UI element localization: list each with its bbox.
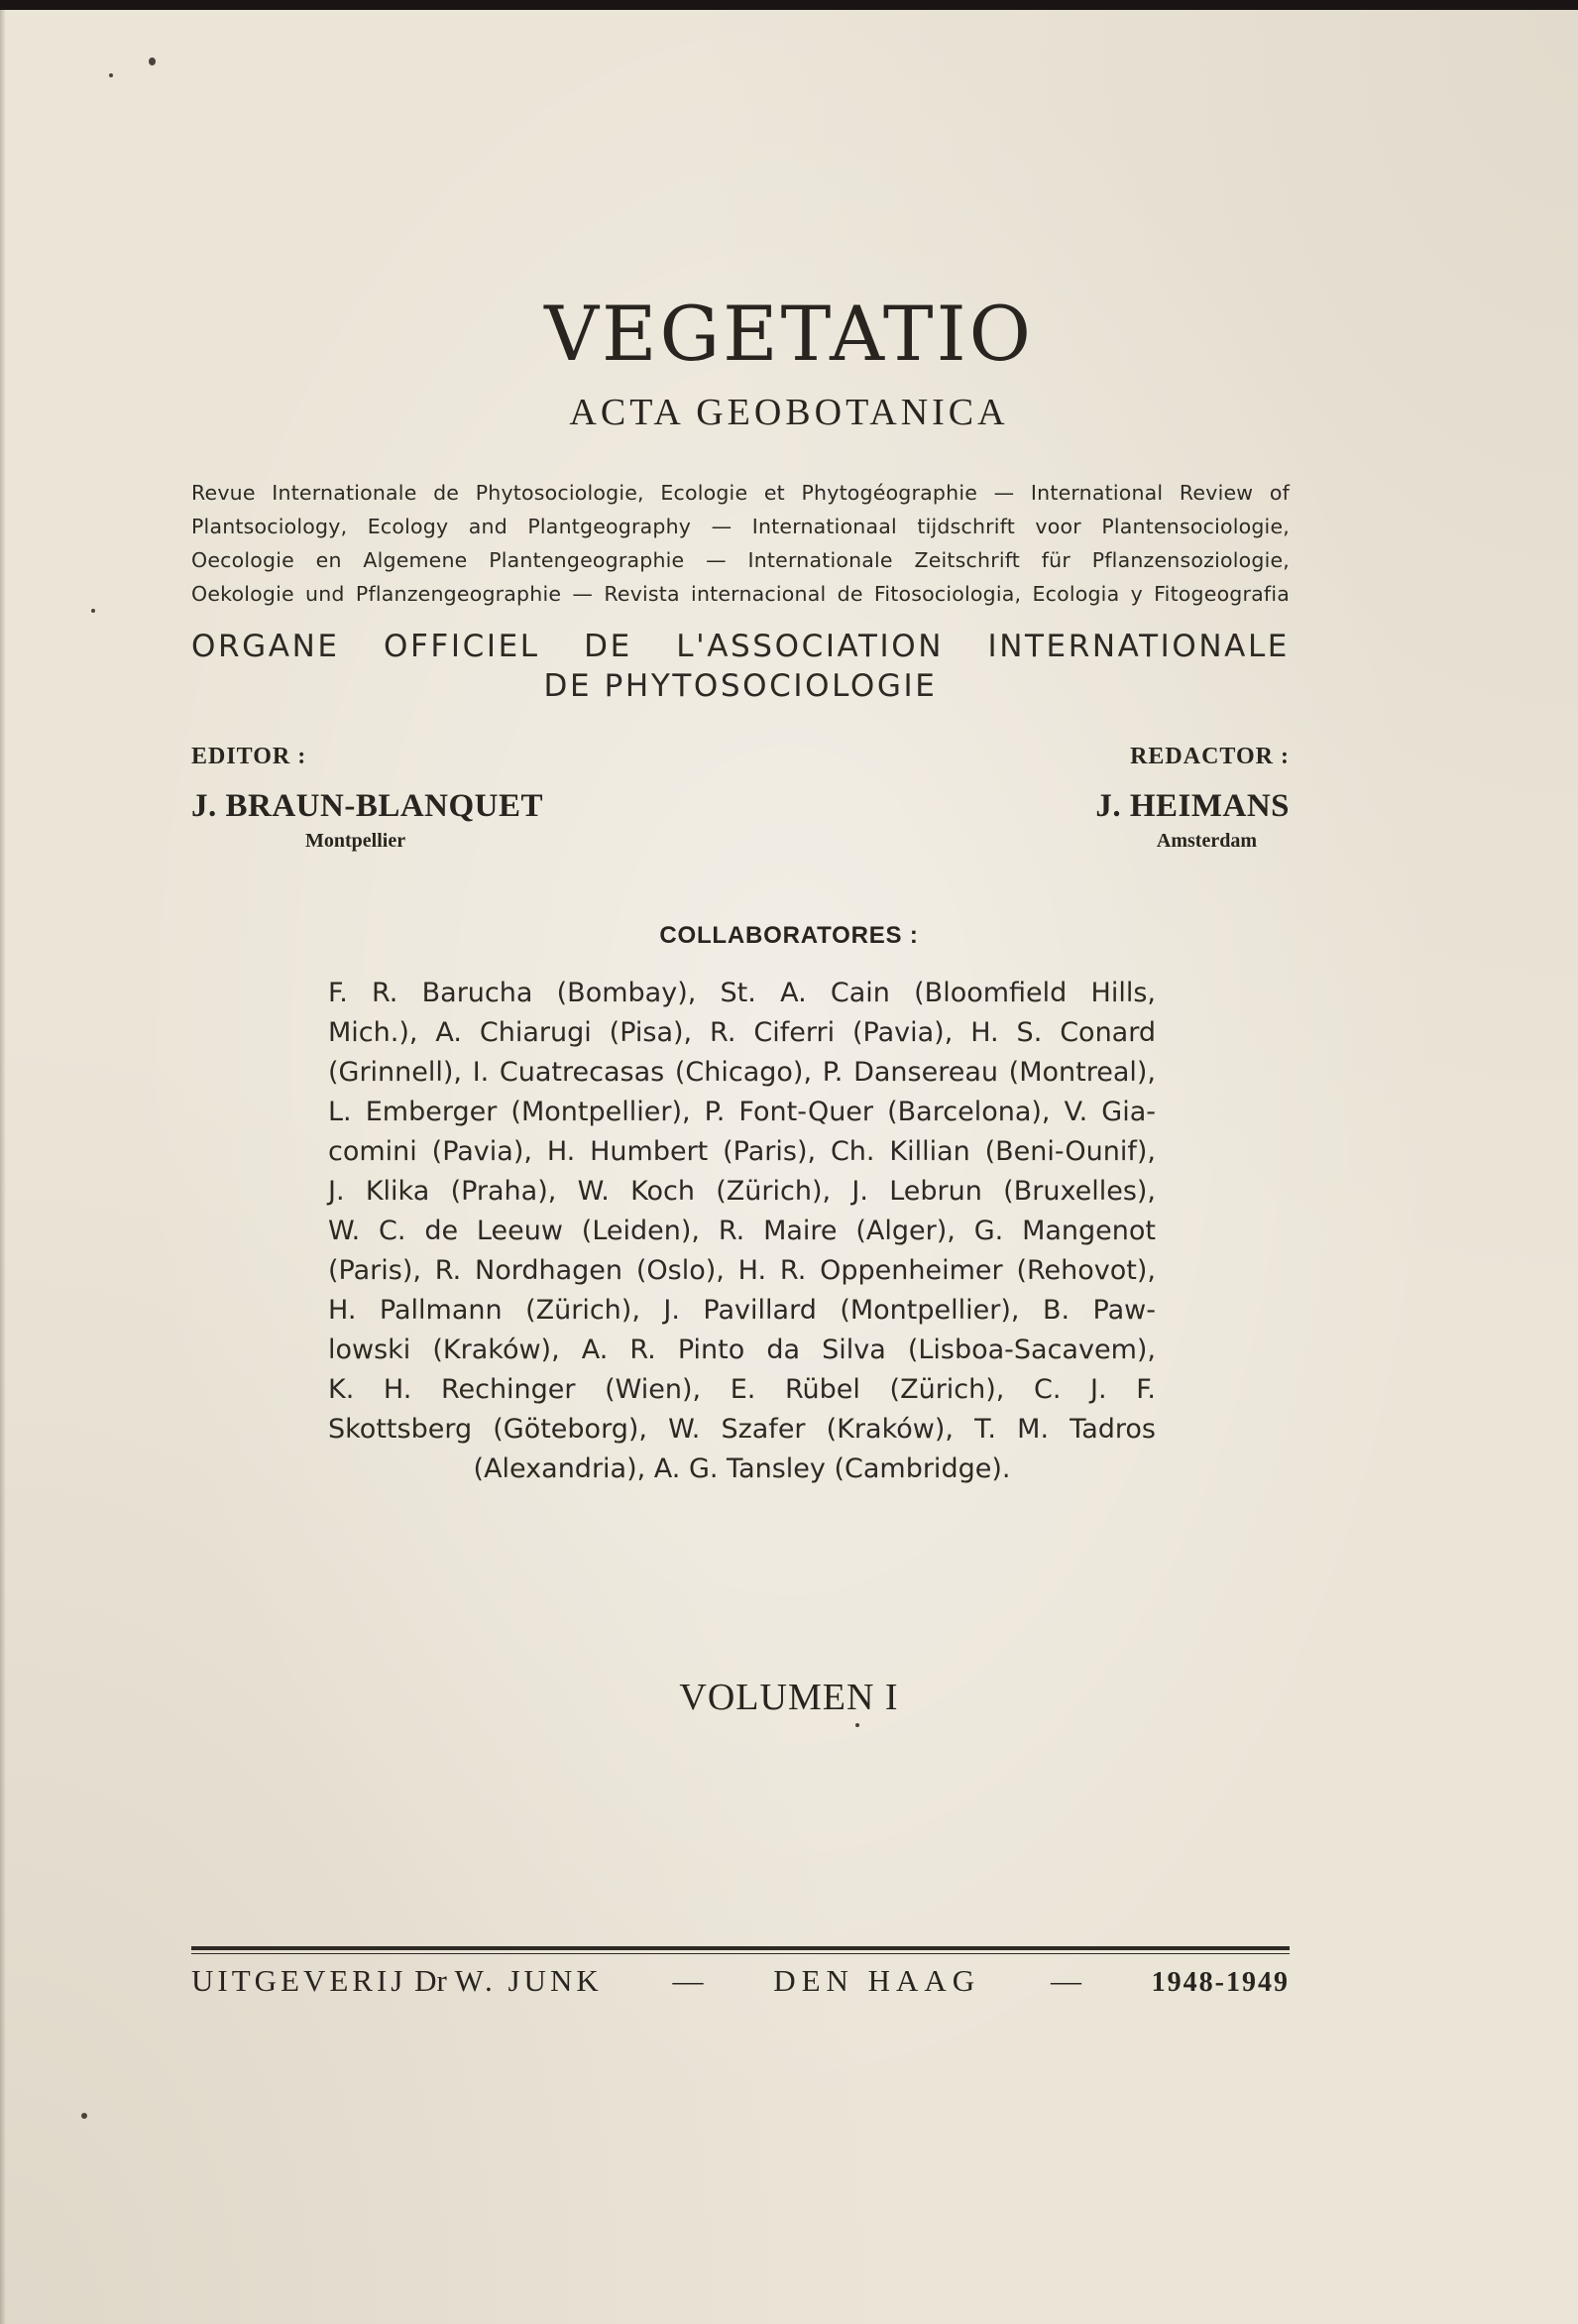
collaborator-line: (Grinnell), I. Cuatrecasas (Chicago), P. Dansereau (Montreal), — [328, 1057, 1156, 1088]
publisher-line — [191, 1961, 1290, 2003]
collaborator-line: Skottsberg (Göteborg), W. Szafer (Kraków), T. M. Tadros — [328, 1414, 1156, 1445]
collaborator-line: (Alexandria), A. G. Tansley (Cambridge). — [473, 1453, 1011, 1484]
publication-years: 1948-1949 — [1151, 1967, 1290, 1998]
publisher-label: UITGEVERIJ — [191, 1963, 407, 1998]
collaborator-line: H. Pallmann (Zürich), J. Pavillard (Montpellier), B. Paw- — [328, 1295, 1156, 1326]
publisher-name — [191, 1961, 603, 2001]
separator-dash: — — [1050, 1963, 1081, 1998]
collaborator-line: F. R. Barucha (Bombay), St. A. Cain (Bloomfield Hills, — [328, 978, 1156, 1008]
organ-line-2: DE PHYTOSOCIOLOGIE — [543, 668, 938, 704]
description-line: Oecologie en Algemene Plantengeographie — Internationale Zeitschrift für Pflanzensoziologie, — [191, 548, 1290, 572]
collaborator-line: W. C. de Leeuw (Leiden), R. Maire (Alger), G. Mangenot — [328, 1216, 1156, 1246]
collaborator-line: (Paris), R. Nordhagen (Oslo), H. R. Oppenheimer (Rehovot), — [328, 1255, 1156, 1286]
redactor-label: REDACTOR : — [1130, 744, 1290, 769]
journal-subtitle: ACTA GEOBOTANICA — [569, 392, 1009, 433]
official-organ-statement — [191, 627, 1290, 706]
paper-speck — [81, 2113, 87, 2119]
collaborator-line: lowski (Kraków), A. R. Pinto da Silva (Lisboa-Sacavem), — [328, 1335, 1156, 1365]
publisher-title: Dr — [414, 1963, 447, 1998]
collaborator-line: L. Emberger (Montpellier), P. Font-Quer (Barcelona), V. Gia- — [328, 1097, 1156, 1127]
collaborator-line: K. H. Rechinger (Wien), E. Rübel (Zürich), C. J. F. — [328, 1374, 1156, 1405]
collaboratores-list — [328, 974, 1156, 1489]
volume-number: VOLUMEN I — [679, 1677, 899, 1718]
publisher-city: DEN HAAG — [773, 1963, 981, 1998]
description-line: Plantsociology, Ecology and Plantgeography — Internationaal tijdschrift voor Plantensociologie, — [191, 515, 1290, 538]
redactor-name: J. HEIMANS — [1095, 788, 1290, 824]
collaborator-line: Mich.), A. Chiarugi (Pisa), R. Ciferri (Pavia), H. S. Conard — [328, 1017, 1156, 1048]
redactor-place: Amsterdam — [1156, 830, 1257, 852]
paper-speck — [149, 58, 156, 65]
journal-description — [191, 476, 1290, 611]
editor-label: EDITOR : — [191, 744, 307, 769]
footer-rule-thin — [191, 1953, 1290, 1954]
organ-line-1: ORGANE OFFICIEL DE L'ASSOCIATION INTERNATIONALE — [191, 629, 1290, 664]
paper-speck — [91, 609, 95, 613]
redactor-block — [1095, 742, 1290, 853]
collaborator-line: comini (Pavia), H. Humbert (Paris), Ch. Killian (Beni-Ounif), — [328, 1136, 1156, 1167]
publisher-surname: W. JUNK — [454, 1963, 603, 1998]
separator-dash: — — [672, 1963, 704, 1998]
editor-name: J. BRAUN-BLANQUET — [191, 788, 544, 824]
paper-speck — [109, 73, 113, 77]
collaborator-line: J. Klika (Praha), W. Koch (Zürich), J. Lebrun (Bruxelles), — [328, 1176, 1156, 1207]
editor-place: Montpellier — [305, 830, 406, 852]
footer-rule — [191, 1946, 1290, 1950]
collaboratores-heading: COLLABORATORES : — [659, 922, 919, 949]
description-line: Revue Internationale de Phytosociologie, Ecologie et Phytogéographie — International Review of — [191, 481, 1290, 505]
journal-title: VEGETATIO — [544, 290, 1034, 378]
description-line: Oekologie und Pflanzengeographie — Revista internacional de Fitosociologia, Ecologia y Fitogeografia — [191, 582, 1290, 606]
paper-speck — [855, 1723, 859, 1727]
editor-block — [191, 742, 543, 853]
